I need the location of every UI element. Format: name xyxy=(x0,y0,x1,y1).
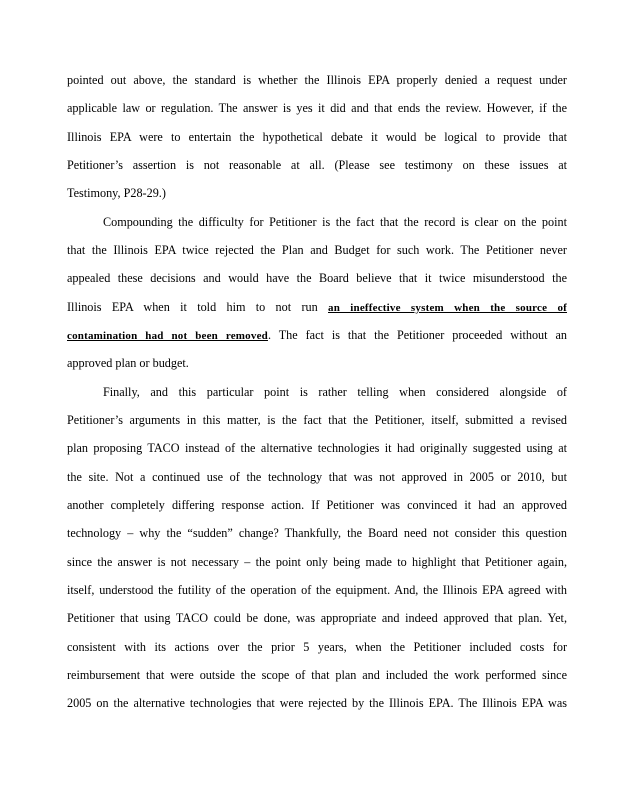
text-line-14: plan proposing TACO instead of the alternative technologies it had originally suggested using at xyxy=(67,441,567,455)
text-line-15: the site. Not a continued use of the technology that was not approved in 2005 or 2010, but xyxy=(67,470,567,484)
text-line-9-start: Illinois EPA when it told him to not run xyxy=(67,300,318,314)
text-line-1: pointed out above, the standard is whether the Illinois EPA properly denied a request under xyxy=(67,73,567,87)
text-line-20: Petitioner that using TACO could be done, was appropriate and indeed approved that plan. Yet, xyxy=(67,611,567,625)
text-line-2: applicable law or regulation. The answer is yes it did and that ends the review. However, if the xyxy=(67,101,567,115)
text-line-18: since the answer is not necessary – the point only being made to highlight that Petitioner again, xyxy=(67,555,567,569)
text-line-21: consistent with its actions over the prior 5 years, when the Petitioner included costs for xyxy=(67,640,567,654)
text-line-17: technology – why the “sudden” change? Thankfully, the Board need not consider this question xyxy=(67,526,567,540)
text-line-6: Compounding the difficulty for Petitioner is the fact that the record is clear on the point xyxy=(103,215,567,229)
emphasis-text-1: an ineffective system when the source of xyxy=(328,302,568,314)
text-line-23: 2005 on the alternative technologies that were rejected by the Illinois EPA. The Illinois EPA was xyxy=(67,696,567,710)
emphasis-text-2: contamination had not been removed xyxy=(67,330,268,342)
text-line-22: reimbursement that were outside the scope of that plan and included the work performed since xyxy=(67,668,567,682)
text-line-3: Illinois EPA were to entertain the hypothetical debate it would be logical to provide that xyxy=(67,130,567,144)
text-line-11: approved plan or budget. xyxy=(67,356,189,370)
text-line-13: Petitioner’s arguments in this matter, is the fact that the Petitioner, itself, submitted a revised xyxy=(67,413,567,427)
text-line-4: Petitioner’s assertion is not reasonable at all. (Please see testimony on these issues at xyxy=(67,158,567,172)
text-line-7: that the Illinois EPA twice rejected the Plan and Budget for such work. The Petitioner never xyxy=(67,243,567,257)
text-line-19: itself, understood the futility of the operation of the equipment. And, the Illinois EPA agreed with xyxy=(67,583,567,597)
text-line-10 xyxy=(67,328,567,343)
text-line-12: Finally, and this particular point is rather telling when considered alongside of xyxy=(103,385,567,399)
text-line-8: appealed these decisions and would have the Board believe that it twice misunderstood the xyxy=(67,271,567,285)
text-line-5: Testimony, P28-29.) xyxy=(67,186,166,200)
text-line-9 xyxy=(67,300,567,315)
text-line-10-end: . The fact is that the Petitioner proceeded without an xyxy=(267,328,567,342)
text-line-16: another completely differing response action. If Petitioner was convinced it had an approved xyxy=(67,498,567,512)
